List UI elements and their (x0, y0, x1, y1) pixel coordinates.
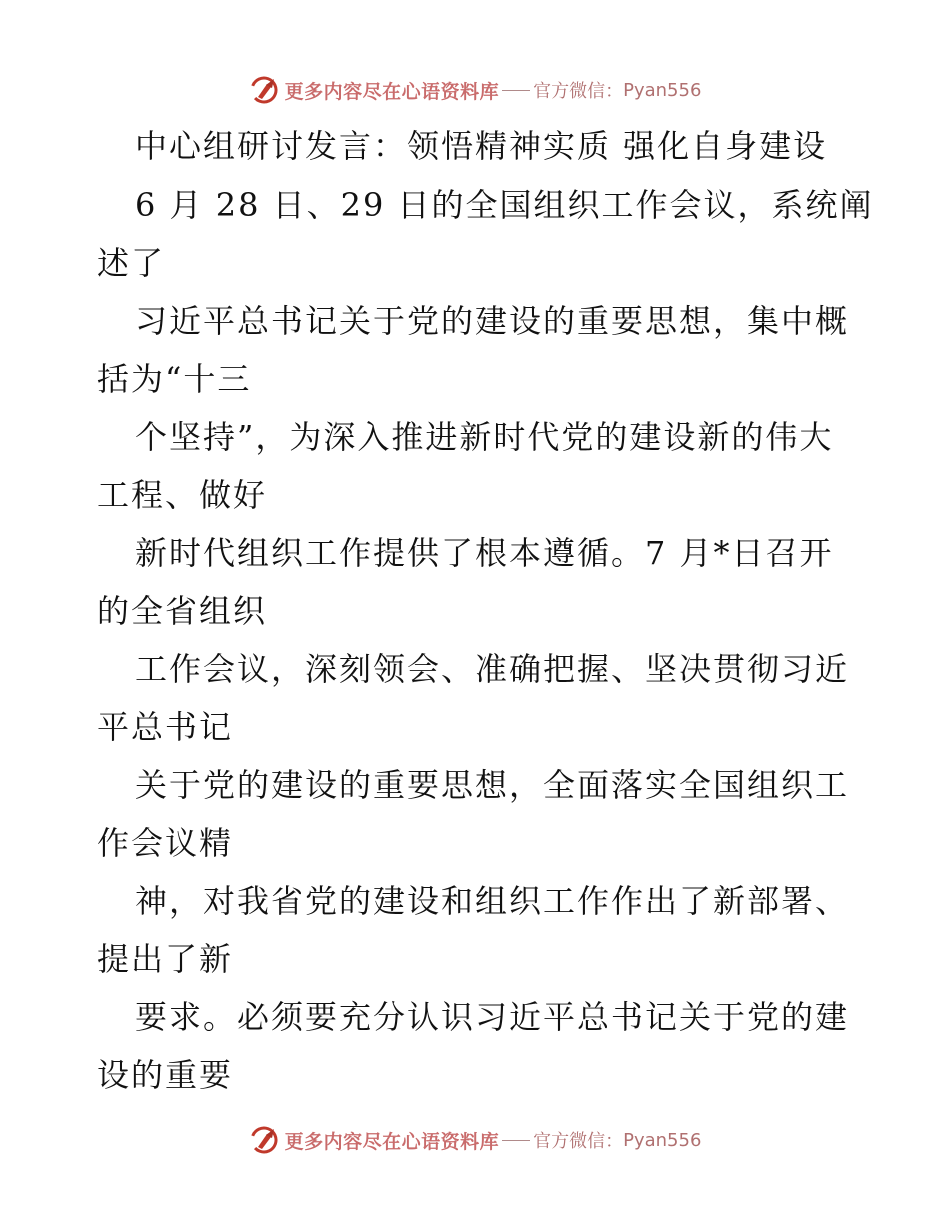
document-line: 6 月 28 日、29 日的全国组织工作会议，系统阐 (135, 186, 874, 224)
banner-wechat-id: Pyan556 (623, 1129, 702, 1151)
document-line: 作会议精 (97, 824, 234, 862)
document-line: 设的重要 (97, 1056, 234, 1094)
document-line: 习近平总书记关于党的建设的重要思想，集中概 (135, 302, 850, 340)
document-line: 要求。必须要充分认识习近平总书记关于党的建 (135, 998, 850, 1036)
document-line: 的全省组织 (97, 592, 268, 630)
document-title: 中心组研讨发言：领悟精神实质 强化自身建设 (135, 127, 828, 165)
banner-wechat-label: 官方微信： (533, 1131, 624, 1152)
document-line: 新时代组织工作提供了根本遵循。7 月*日召开 (135, 534, 834, 572)
banner-main-text: 更多内容尽在心语资料库 (284, 80, 500, 103)
banner-wechat-label: 官方微信： (533, 81, 624, 102)
banner-dash (502, 90, 530, 91)
document-line: 工程、做好 (97, 476, 268, 514)
banner-wechat-id: Pyan556 (623, 79, 702, 101)
document-line: 神，对我省党的建设和组织工作作出了新部署、 (135, 882, 850, 920)
pen-nib-logo-icon (249, 1125, 279, 1155)
document-line: 平总书记 (97, 708, 234, 746)
document-line: 工作会议，深刻领会、准确把握、坚决贯彻习近 (135, 650, 850, 688)
document-line: 个坚持”，为深入推进新时代党的建设新的伟大 (135, 418, 834, 456)
footer-banner (0, 1120, 950, 1160)
document-line: 关于党的建设的重要思想，全面落实全国组织工 (135, 766, 850, 804)
pen-nib-logo-icon (249, 75, 279, 105)
document-line: 述了 (97, 244, 166, 282)
banner-dash (502, 1140, 530, 1141)
document-line: 提出了新 (97, 940, 234, 978)
banner-main-text: 更多内容尽在心语资料库 (284, 1130, 500, 1153)
document-line: 括为“十三 (97, 360, 252, 398)
header-banner (0, 70, 950, 110)
